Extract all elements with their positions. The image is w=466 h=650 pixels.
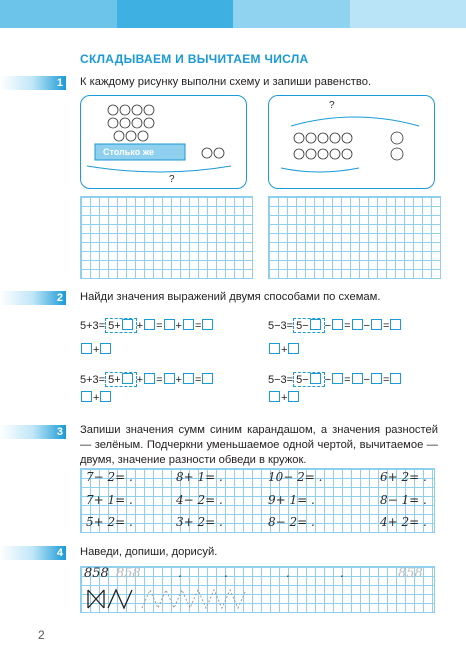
answer-square[interactable] (202, 373, 213, 384)
drill-item: 6+ 2= . (380, 470, 427, 484)
drill-item: 3+ 2= . (176, 515, 223, 529)
apple-icons (294, 132, 403, 160)
writing-grid-right[interactable] (268, 196, 441, 279)
scheme-box: 5− (293, 372, 325, 387)
box-label: Столько же (103, 147, 154, 157)
expression-label: 5−3= (268, 320, 294, 332)
answer-square[interactable] (310, 373, 321, 384)
drill-item: 7+ 1= . (86, 493, 133, 507)
page-number: 2 (38, 628, 45, 642)
writing-grid-left[interactable] (80, 196, 253, 279)
band-segment (117, 0, 234, 28)
answer-square[interactable] (100, 343, 111, 354)
answer-square[interactable] (100, 391, 111, 402)
task-text: Запиши значения сумм синим карандашом, а значения разностей — зелёным. Подчеркни уменьшаемое одной чертой, вычитаемое — двумя, значение разности обведи в кружок. (80, 424, 438, 466)
expression-label: 5+3= (80, 320, 106, 332)
drill-item: 7− 2= . (86, 470, 133, 484)
band-segment (350, 0, 466, 28)
drill-item: 4− 2= . (176, 493, 223, 507)
answer-square[interactable] (371, 373, 382, 384)
tracing-dot: . (178, 566, 182, 580)
tracing-digits-faint: 858 (398, 566, 423, 581)
drill-item: 5+ 2= . (86, 515, 133, 529)
question-mark: ? (169, 174, 175, 185)
answer-square[interactable] (371, 319, 382, 330)
expression-sub-2: 5−3= 5− − = − = + (268, 372, 402, 404)
answer-square[interactable] (390, 373, 401, 384)
picture-card-right (268, 95, 435, 189)
top-color-band (0, 0, 466, 28)
answer-square[interactable] (352, 373, 363, 384)
answer-square[interactable] (332, 319, 343, 330)
apples-box-illustration (81, 96, 246, 188)
drill-item: 8+ 1= . (176, 470, 223, 484)
expression-sub-1: 5−3= 5− − = − = + (268, 318, 402, 356)
answer-square[interactable] (144, 373, 155, 384)
drill-item: 10− 2= . (268, 470, 323, 484)
task-number-badge (0, 291, 66, 305)
tracing-dot: . (224, 566, 228, 580)
tracing-dot: . (286, 566, 290, 580)
answer-square[interactable] (164, 373, 175, 384)
expression-label: 5+3= (80, 374, 106, 386)
task-number-badge (0, 425, 66, 439)
answer-square[interactable] (352, 319, 363, 330)
answer-square[interactable] (269, 391, 280, 402)
answer-square[interactable] (164, 319, 175, 330)
answer-square[interactable] (288, 391, 299, 402)
answer-square[interactable] (81, 391, 92, 402)
task-number: 2 (56, 292, 63, 304)
answer-square[interactable] (144, 319, 155, 330)
picture-card-left (80, 95, 247, 189)
band-segment (233, 0, 350, 28)
drill-item: 8− 1= . (380, 493, 427, 507)
expression-label: 5−3= (268, 374, 294, 386)
answer-square[interactable] (81, 343, 92, 354)
answer-square[interactable] (183, 319, 194, 330)
page-title: СКЛАДЫВАЕМ И ВЫЧИТАЕМ ЧИСЛА (80, 52, 309, 66)
task-text: Найди значения выражений двумя способами по схемам. (80, 291, 381, 303)
answer-square[interactable] (310, 319, 321, 330)
task-number: 4 (56, 547, 63, 559)
task-number: 3 (56, 426, 63, 438)
answer-square[interactable] (183, 373, 194, 384)
question-mark: ? (329, 100, 335, 111)
answer-square[interactable] (122, 373, 133, 384)
answer-square[interactable] (288, 343, 299, 354)
drill-item: 8− 2= . (268, 515, 315, 529)
drill-item: 4+ 2= . (380, 515, 427, 529)
scheme-box: 5+ (105, 318, 137, 333)
answer-square[interactable] (269, 343, 280, 354)
task-number: 1 (56, 77, 63, 89)
answer-square[interactable] (390, 319, 401, 330)
answer-square[interactable] (122, 319, 133, 330)
tracing-dot: . (340, 566, 344, 580)
tracing-digits-faint: 858 (116, 566, 141, 581)
zigzag-pattern (86, 588, 256, 610)
task-number-badge (0, 546, 66, 560)
expression-add-2: 5+3= 5+ + = + = + (80, 372, 214, 404)
task-text: Наведи, допиши, дорисуй. (80, 546, 218, 558)
drill-item: 9+ 1= . (268, 493, 315, 507)
scheme-box: 5+ (105, 372, 137, 387)
answer-square[interactable] (202, 319, 213, 330)
apples-row-illustration (269, 96, 434, 188)
task-number-badge (0, 76, 66, 90)
task-text: К каждому рисунку выполни схему и запиши равенство. (80, 76, 372, 88)
answer-square[interactable] (332, 373, 343, 384)
expression-add-1: 5+3= 5+ + = + = + (80, 318, 214, 356)
scheme-box: 5− (293, 318, 325, 333)
tracing-digits: 858 (84, 566, 109, 581)
band-segment (0, 0, 117, 28)
